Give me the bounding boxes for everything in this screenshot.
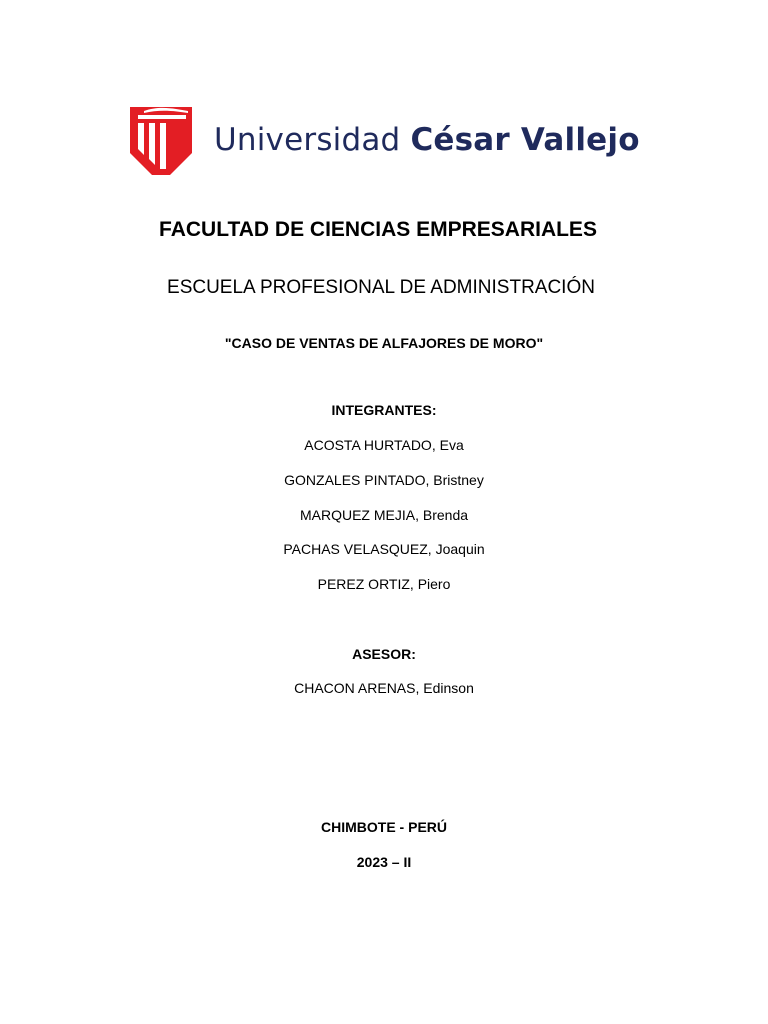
university-shield-icon <box>130 105 192 175</box>
location: CHIMBOTE - PERÚ <box>321 819 447 835</box>
university-logo <box>130 104 650 176</box>
member-name: PACHAS VELASQUEZ, Joaquin <box>283 541 485 557</box>
advisor-name: CHACON ARENAS, Edinson <box>294 680 474 696</box>
members-heading: INTEGRANTES: <box>331 402 437 418</box>
member-name: PEREZ ORTIZ, Piero <box>317 576 451 592</box>
member-name: MARQUEZ MEJIA, Brenda <box>299 507 469 523</box>
university-name <box>214 122 640 158</box>
faculty-title: FACULTAD DE CIENCIAS EMPRESARIALES <box>159 218 597 241</box>
member-name: GONZALES PINTADO, Bristney <box>284 472 484 488</box>
case-title: "CASO DE VENTAS DE ALFAJORES DE MORO" <box>224 335 544 351</box>
university-name-bold: César Vallejo <box>410 122 640 158</box>
advisor-heading: ASESOR: <box>352 646 416 662</box>
school-title: ESCUELA PROFESIONAL DE ADMINISTRACIÓN <box>167 277 595 298</box>
member-name: ACOSTA HURTADO, Eva <box>304 437 464 453</box>
university-name-light: Universidad <box>214 122 411 158</box>
academic-period: 2023 – II <box>356 854 412 870</box>
